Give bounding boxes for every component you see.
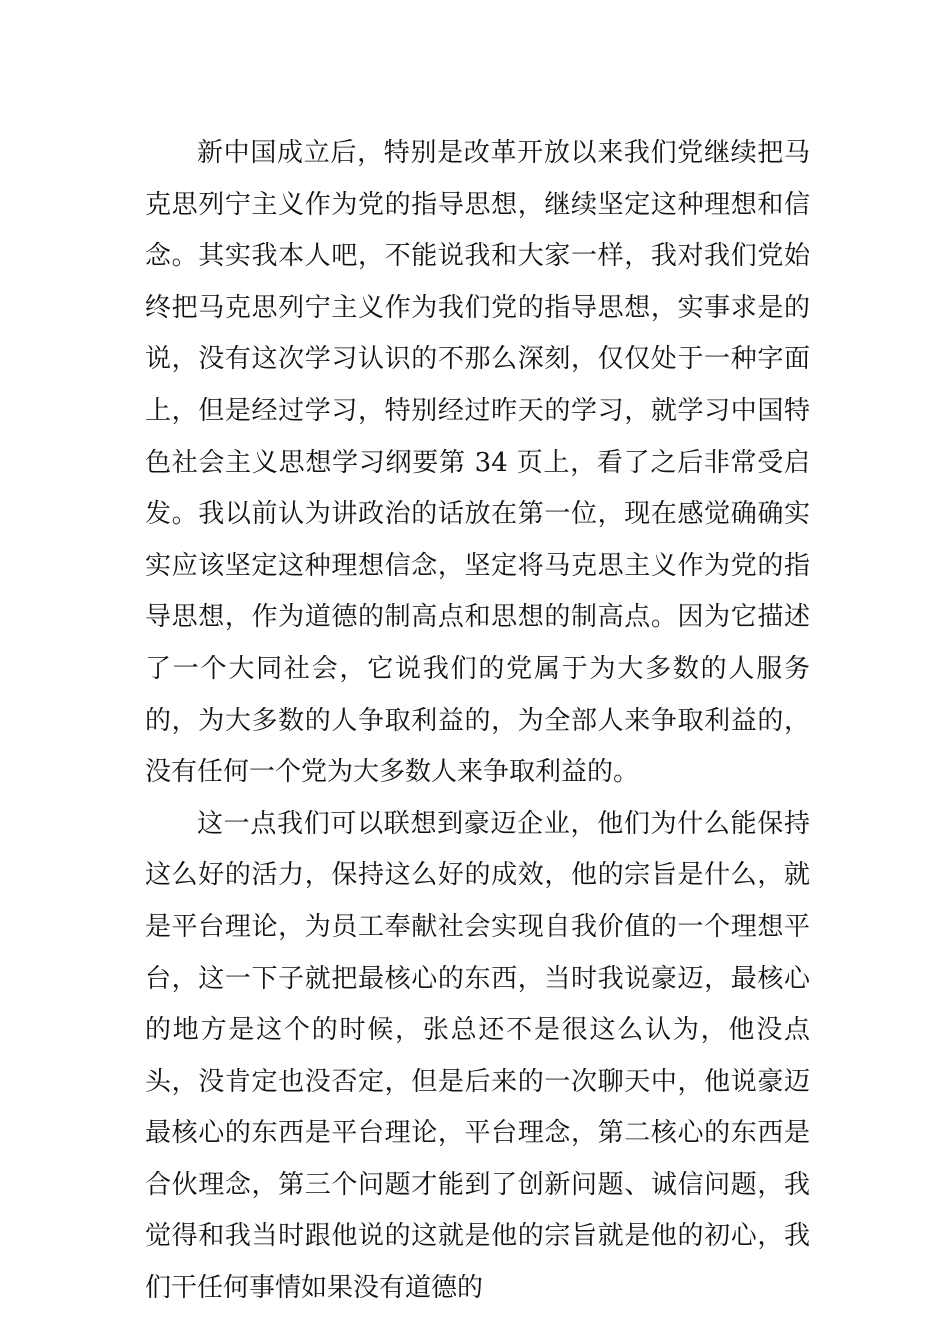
document-body — [145, 128, 810, 1315]
paragraph-2: 这一点我们可以联想到豪迈企业，他们为什么能保持这么好的活力，保持这么好的成效，他的宗旨是什么，就是平台理论，为员工奉献社会实现自我价值的一个理想平台，这一下子就把最核心的东西，当时我说豪迈，最核心的地方是这个的时候，张总还不是很这么认为，他没点头，没肯定也没否定，但是后来的一次聊天中，他说豪迈最核心的东西是平台理论，平台理念，第二核心的东西是合伙理念，第三个问题才能到了创新问题、诚信问题，我觉得和我当时跟他说的这就是他的宗旨就是他的初心，我们干任何事情如果没有道德的 — [145, 808, 810, 1304]
paragraph-1: 新中国成立后，特别是改革开放以来我们党继续把马克思列宁主义作为党的指导思想，继续坚定这种理想和信念。其实我本人吧，不能说我和大家一样，我对我们党始终把马克思列宁主义作为我们党的指导思想，实事求是的说，没有这次学习认识的不那么深刻，仅仅处于一种字面上，但是经过学习，特别经过昨天的学习，就学习中国特色社会主义思想学习纲要第 34 页上，看了之后非常受启发。我以前认为讲政治的话放在第一位，现在感觉确确实实应该坚定这种理想信念，坚定将马克思主义作为党的指导思想，作为道德的制高点和思想的制高点。因为它描述了一个大同社会，它说我们的党属于为大多数的人服务的，为大多数的人争取利益的，为全部人来争取利益的，没有任何一个党为大多数人来争取利益的。 — [145, 138, 810, 788]
